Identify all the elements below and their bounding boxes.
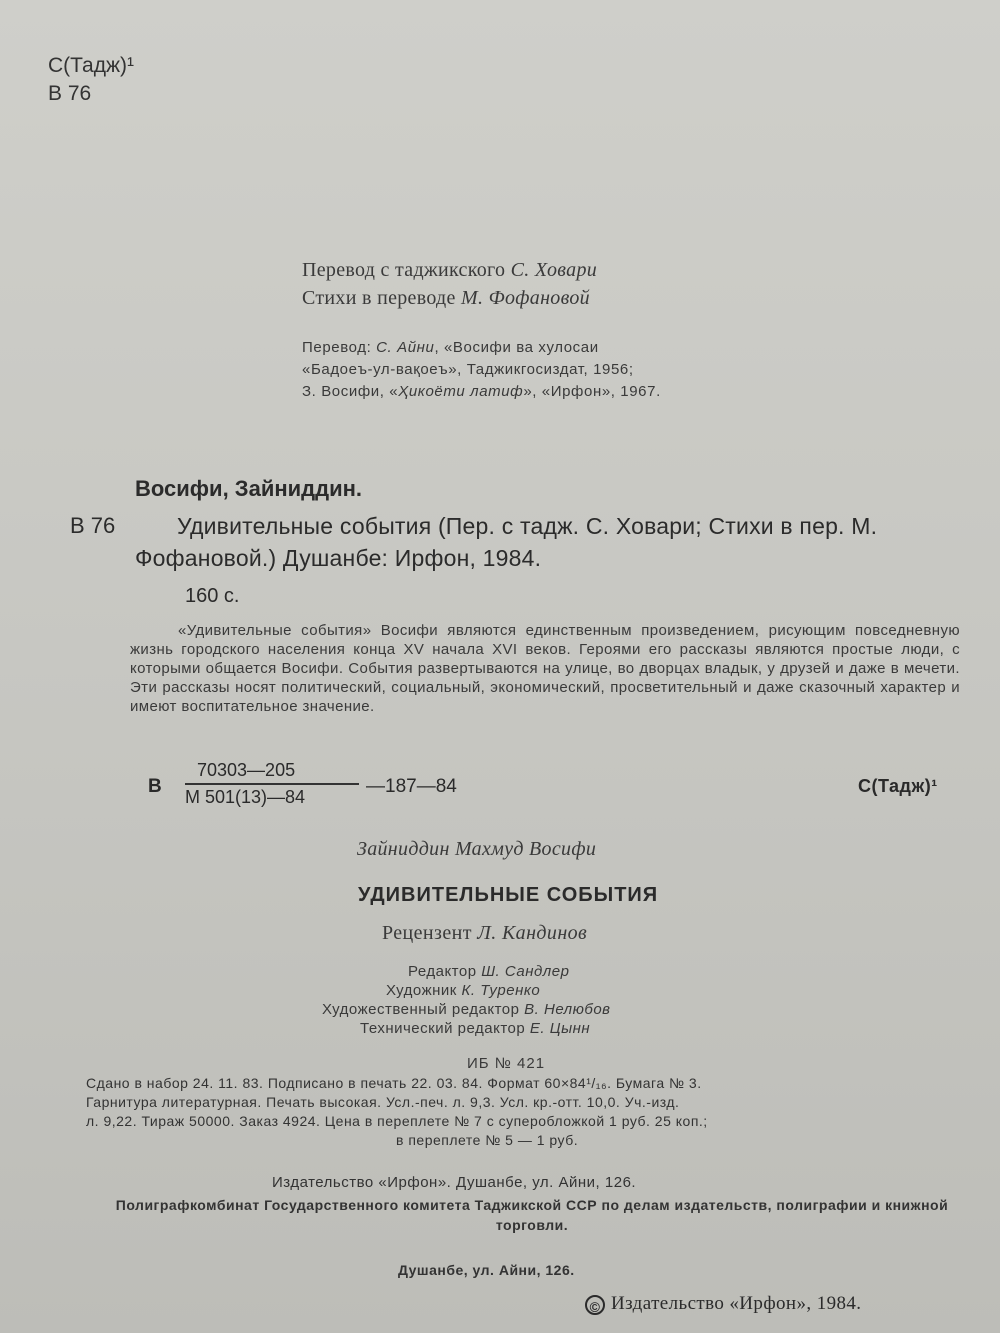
call-number-top: В 76 [48,82,92,105]
catalog-call-number: В 76 [70,513,116,538]
copyright-icon: © [585,1295,605,1315]
translation-prefix: Перевод с таджикского [302,259,506,281]
annotation [130,621,960,716]
print-imprint [86,1074,966,1150]
original-source-line-1: Перевод: С. Айни, «Восифи ва хулосаи [302,339,599,356]
original-author: С. Айни [376,339,435,356]
original-source [302,337,661,403]
verses-prefix: Стихи в переводе [302,287,456,309]
page-count: 160 с. [185,585,240,607]
annotation-text: «Удивительные события» Восифи являются единственным произведением, рисующим повседневную жизнь городского населения конца XV начала XVI веков. Героями его рассказы являются простые люди, с которыми общается Восифи. События развертываются на улице, во дворцах владык, у друзей и даже в мечети. Эти рассказы носят политический, социальный, экономический, просветительный и даже сказочный характер и имеют воспитательное значение. [130,622,960,715]
classification-code-top [48,52,134,108]
translation-credit-line [302,256,597,284]
translator-name: С. Ховари [510,259,598,281]
original-source-line-2: «Бадоеъ-ул-вақоеъ», Таджикгосиздат, 1956; [302,361,634,378]
full-author-name: Зайниддин Махмуд Восифи [357,838,597,860]
reviewer [382,922,587,945]
bbk-numerator: 70303—205 [185,760,359,785]
bbk-letter: В [148,776,162,797]
imprint-line: л. 9,22. Тираж 50000. Заказ 4924. Цена в переплете № 7 с суперобложкой 1 руб. 25 коп.; [86,1113,708,1129]
verses-credit-line [302,284,597,312]
classification-code: С(Тадж)¹ [48,54,135,77]
catalog-description: Удивительные события (Пер. с тадж. С. Ховари; Стихи в пер. М. Фофановой.) Душанбе: Ирфон, 1984. [135,513,878,571]
bbk-right-code: С(Тадж)¹ [858,776,938,796]
catalog-author-heading: Восифи, Зайниддин. [135,476,363,501]
printer-address: Душанбе, ул. Айни, 126. [398,1262,575,1278]
staff-list [322,962,611,1038]
publisher-line: Издательство «Ирфон». Душанбе, ул. Айни, 126. [272,1174,637,1191]
staff-row: Художник К. Туренко [386,982,541,999]
copyright-text: Издательство «Ирфон», 1984. [611,1293,862,1314]
imprint-line: в переплете № 5 — 1 руб. [396,1132,579,1148]
staff-row: Художественный редактор В. Нелюбов [322,1001,611,1018]
bbk-denominator: М 501(13)—84 [185,787,306,807]
translation-credits [302,256,597,312]
staff-row: Редактор Ш. Сандлер [408,963,570,980]
bbk-fraction [185,760,359,808]
imprint-line: Гарнитура литературная. Печать высокая. Усл.-печ. л. 9,3. Усл. кр.-отт. 10,0. Уч.-изд. [86,1094,680,1110]
bbk-suffix: —187—84 [366,776,457,797]
imprint-line: Сдано в набор 24. 11. 83. Подписано в печать 22. 03. 84. Формат 60×84¹/₁₆. Бумага № 3. [86,1075,702,1091]
book-title: УДИВИТЕЛЬНЫЕ СОБЫТИЯ [358,884,659,906]
original-source-line-3: З. Восифи, «Ҳикоёти латиф», «Ирфон», 1967. [302,383,661,400]
reviewer-name: Л. Кандинов [477,922,588,944]
reviewer-label: Рецензент [382,922,472,944]
ib-number: ИБ № 421 [467,1055,546,1072]
verses-translator-name: М. Фофановой [461,287,590,309]
copyright-line [585,1293,861,1315]
printer-line: Полиграфкомбинат Государственного комитета Таджикской ССР по делам издательств, полиграфии и книжной торговли. [115,1197,949,1233]
staff-row: Технический редактор Е. Цынн [360,1020,591,1037]
